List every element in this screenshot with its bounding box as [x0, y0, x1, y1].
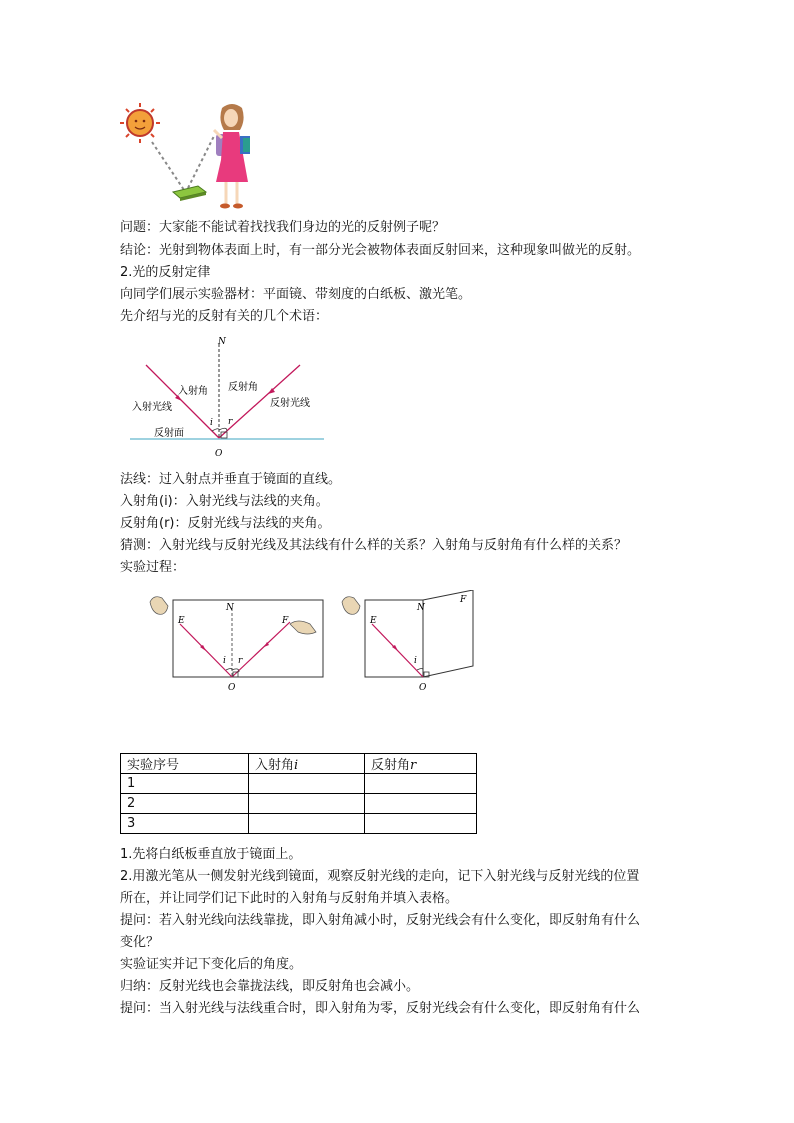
surface-label: 反射面: [154, 428, 184, 439]
guess-text: 猜测：入射光线与反射光线及其法线有什么样的关系？入射角与反射角有什么样的关系？: [120, 538, 628, 553]
left-o-label: O: [228, 683, 236, 693]
row-number: 3: [121, 814, 249, 834]
reflection-angle-definition: 反射角(r)：反射光线与法线的夹角。: [120, 516, 331, 531]
terms-intro-text: 先介绍与光的反射有关的几个术语：: [120, 309, 329, 324]
table-row: [121, 814, 477, 834]
row-number: 2: [121, 794, 249, 814]
book-icon: [173, 186, 206, 201]
ask1-text-line2: 变化？: [120, 935, 160, 950]
left-r-label: r: [238, 656, 243, 666]
verify-text: 实验证实并记下变化后的角度。: [120, 957, 303, 972]
table-header-row: [121, 754, 477, 774]
empty-cell: [249, 774, 365, 794]
right-n-label: N: [417, 603, 425, 613]
incident-ray-label: 入射光线: [132, 402, 172, 413]
origin-label: O: [215, 449, 223, 459]
experiment-table: [120, 753, 477, 834]
right-i-label: i: [414, 656, 417, 666]
induce-text: 归纳：反射光线也会靠拢法线，即反射角也会减小。: [120, 979, 420, 994]
header-cell: 入射角i: [249, 754, 365, 774]
question-text: 问题：大家能不能试着找找我们身边的光的反射例子呢？: [120, 220, 446, 235]
reflected-ray-label: 反射光线: [270, 398, 310, 409]
empty-cell: [365, 774, 477, 794]
empty-cell: [365, 794, 477, 814]
process-text: 实验过程：: [120, 560, 186, 575]
empty-cell: [249, 794, 365, 814]
laser-pen-icon: [290, 621, 316, 634]
conclusion-text: 结论：光射到物体表面上时，有一部分光会被物体表面反射回来，这种现象叫做光的反射。: [120, 243, 641, 258]
equipment-text: 向同学们展示实验器材：平面镜、带刻度的白纸板、激光笔。: [120, 287, 472, 302]
empty-cell: [365, 814, 477, 834]
section-heading: 2.光的反射定律: [120, 265, 211, 280]
incidence-angle-definition: 入射角(i)：入射光线与法线的夹角。: [120, 494, 329, 509]
ask1-text-line1: 提问：若入射光线向法线靠拢，即入射角减小时，反射光线会有什么变化，即反射角有什么: [120, 913, 641, 928]
sun-icon: [120, 103, 160, 143]
right-o-label: O: [419, 683, 427, 693]
sun-book-girl-illustration: [118, 100, 268, 215]
left-f-label: F: [282, 616, 289, 626]
r-label: r: [228, 417, 233, 427]
normal-definition: 法线：过入射点并垂直于镜面的直线。: [120, 472, 342, 487]
hand-icon: [150, 597, 168, 615]
girl-figure: [214, 104, 250, 209]
step1-text: 1.先将白纸板垂直放于镜面上。: [120, 847, 302, 862]
reflected-angle-label: 反射角: [228, 382, 258, 393]
empty-cell: [249, 814, 365, 834]
row-number: 1: [121, 774, 249, 794]
table-row: [121, 794, 477, 814]
table-row: [121, 774, 477, 794]
i-label: i: [210, 418, 213, 428]
normal-label: N: [218, 337, 226, 347]
experiment-board-diagram: [140, 590, 485, 695]
right-f-label: F: [460, 595, 467, 605]
right-e-label: E: [370, 616, 377, 626]
header-cell: 实验序号: [121, 754, 249, 774]
hand-icon: [342, 597, 360, 615]
left-i-label: i: [223, 656, 226, 666]
ask2-text: 提问：当入射光线与法线重合时，即入射角为零，反射光线会有什么变化，即反射角有什么: [120, 1001, 641, 1016]
flat-board: [150, 597, 323, 693]
left-e-label: E: [178, 616, 185, 626]
header-cell: 反射角r: [365, 754, 477, 774]
step2-text-line1: 2.用激光笔从一侧发射光线到镜面，观察反射光线的走向，记下入射光线与反射光线的位置: [120, 869, 640, 884]
reflection-terms-diagram: [120, 332, 330, 460]
folded-board: [342, 590, 473, 693]
incident-angle-label: 入射角: [178, 386, 208, 397]
left-n-label: N: [226, 603, 234, 613]
step2-text-line2: 所在，并让同学们记下此时的入射角与反射角并填入表格。: [120, 891, 459, 906]
